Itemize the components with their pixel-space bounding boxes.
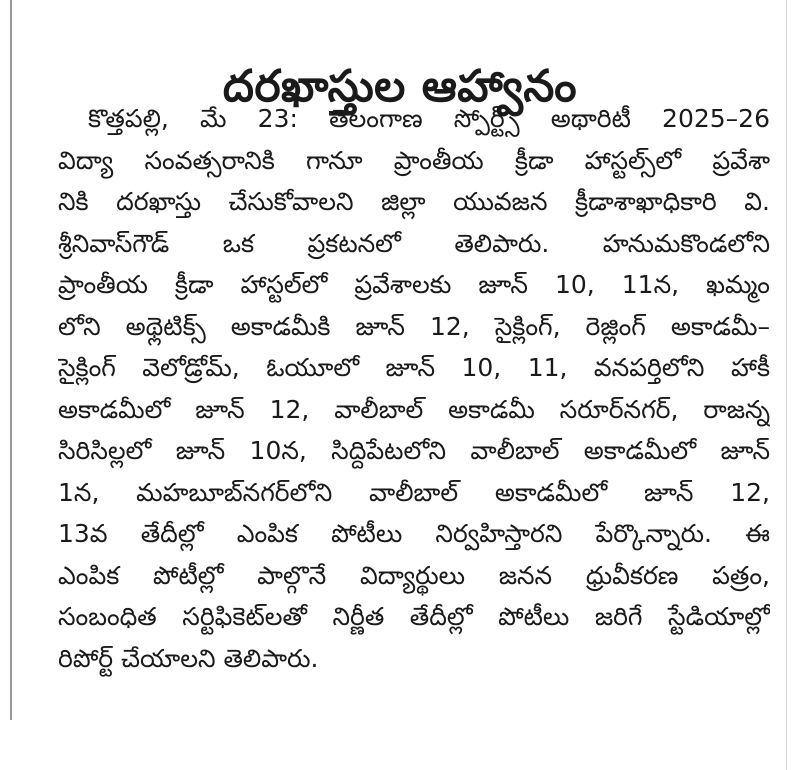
article-line: అకాడమీలో జూన్ 12, వాలీబాల్ అకాడమీ సరూర్‌నగర్, రాజన్న	[58, 394, 770, 424]
article-line: సిరిసిల్లలో జూన్ 10న, సిద్దిపేటలోని వాలీబాల్ అకాడమీలో జూన్	[58, 436, 770, 465]
article-headline: దరఖాస్తుల ఆహ్వానం	[222, 61, 578, 113]
article-line: విద్యా సంవత్సరానికి గానూ ప్రాంతీయ క్రీడా హాస్టల్స్‌లో ప్రవేశా	[58, 145, 770, 175]
article-line: 1న, మహబూబ్‌నగర్‌లోని వాలీబాల్ అకాడమీలో జూన్ 12,	[58, 477, 770, 507]
article-line: సైక్లింగ్ వెలోడ్రోమ్, ఓయూలో జూన్ 10, 11, వనపర్తిలోని హాకీ	[58, 353, 770, 382]
article-line: లోని అథ్లెటిక్స్ అకాడమీకి జూన్ 12, సైక్లింగ్, రెజ్లింగ్ అకాడమీ–	[58, 311, 770, 341]
article-line: శ్రీనివాస్‌గౌడ్ ఒక ప్రకటనలో తెలిపారు. హనుమకొండలోని	[58, 228, 770, 258]
article-line: ప్రాంతీయ క్రీడా హాస్టల్‌లో ప్రవేశాలకు జూన్ 10, 11న, ఖమ్మం	[58, 270, 770, 299]
cropped-previous-text	[0, 0, 800, 10]
article-line: నికి దరఖాస్తు చేసుకోవాలని జిల్లా యువజన క్రీడాశాఖాధికారి వి.	[58, 187, 770, 216]
article-line: ఎంపిక పోటీల్లో పాల్గొనే విద్యార్థులు జనన ధ్రువీకరణ పత్రం,	[58, 560, 770, 590]
article-line: కొత్తపల్లి, మే 23: తెలంగాణ స్పోర్ట్స్ అథారిటీ 2025–26	[88, 104, 770, 133]
article-line: 13వ తేదీల్లో ఎంపిక పోటీలు నిర్వహిస్తారని పేర్కొన్నారు. ఈ	[58, 519, 770, 548]
article-line: రిపోర్ట్ చేయాలని తెలిపారు.	[58, 643, 319, 673]
article-body	[58, 98, 770, 679]
article-line: సంబంధిత సర్టిఫికెట్‌లతో నిర్ణీత తేదీల్లో పోటీలు జరిగే స్టేడియాల్లో	[58, 602, 770, 631]
